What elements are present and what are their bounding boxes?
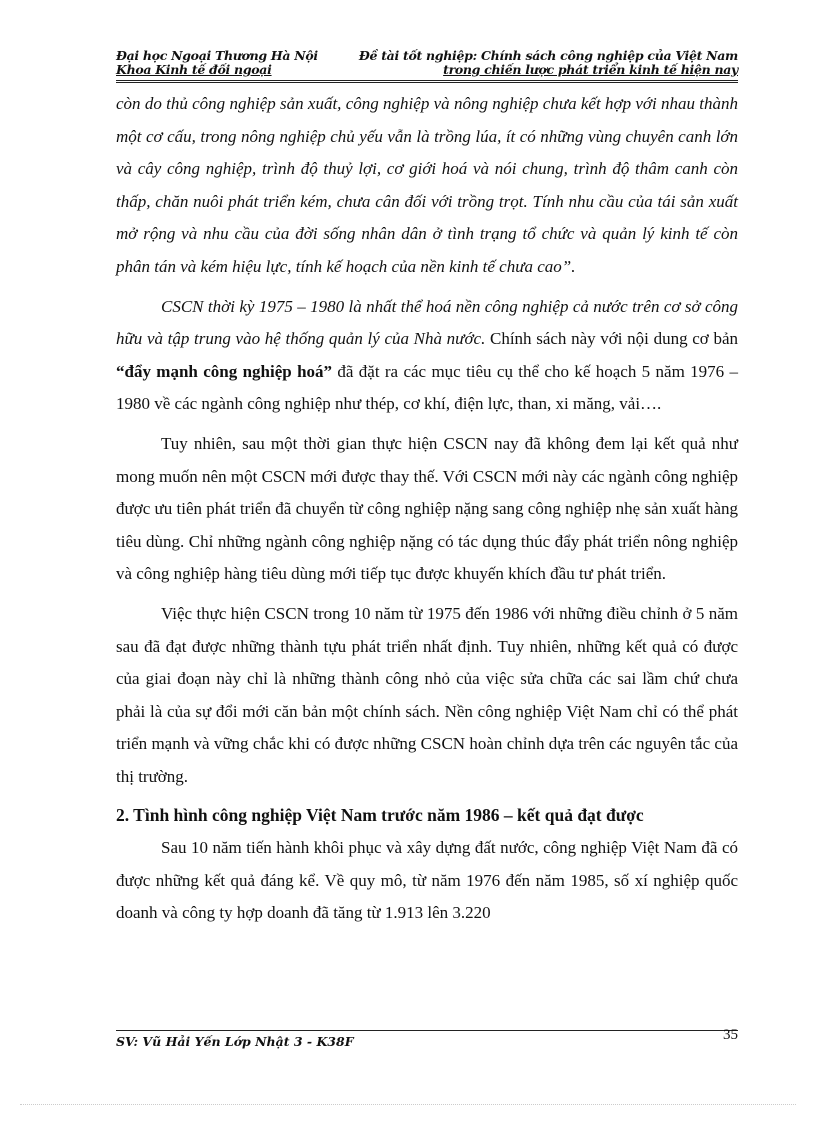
paragraph-cscn-1975 — [116, 291, 738, 421]
footer-rule — [116, 1030, 738, 1031]
section-heading: 2. Tình hình công nghiệp Việt Nam trước năm 1986 – kết quả đạt được — [116, 805, 644, 826]
cscn-text-a: Chính sách này với nội dung cơ bản — [485, 329, 738, 349]
cscn-italic-sentence: CSCN thời kỳ 1975 – 1980 là nhất thể hoá nền công nghiệp cả nước trên cơ sở công hữu và tập trung vào hệ thống quản lý của Nhà nước. — [116, 296, 738, 349]
header-rule — [116, 80, 738, 83]
faculty-name: Khoa Kinh tế đối ngoại — [116, 62, 272, 77]
page-bottom-dotted-line — [20, 1104, 796, 1105]
footer-author: SV: Vũ Hải Yến Lớp Nhật 3 - K38F — [116, 1034, 354, 1049]
thesis-title-line1: Đề tài tốt nghiệp: Chính sách công nghiệp của Việt Nam — [358, 48, 738, 63]
paragraph-implementation: Việc thực hiện CSCN trong 10 năm từ 1975 đến 1986 với những điều chỉnh ở 5 năm sau đã đạt được những thành tựu phát triển nhất định. Tuy nhiên, những kết quả có được của giai đoạn này chỉ là những thành công nhỏ của việc sửa chữa các sai lầm chứ chưa phải là của sự đổi mới căn bản một chính sách. Nền công nghiệp Việt Nam chỉ có thể phát triển mạnh và vững chắc khi có được những CSCN hoàn chỉnh dựa trên các nguyên tắc của thị trường. — [116, 603, 738, 786]
cscn-bold-phrase: “đẩy mạnh công nghiệp hoá” — [116, 361, 333, 381]
paragraph-new-cscn: Tuy nhiên, sau một thời gian thực hiện CSCN nay đã không đem lại kết quả như mong muốn nên một CSCN mới được thay thế. Với CSCN mới này các ngành công nghiệp được ưu tiên phát triển đã chuyển từ công nghiệp nặng sang công nghiệp nhẹ sản xuất hàng tiêu dùng. Chỉ những ngành công nghiệp nặng có tác dụng thúc đẩy phát triển nông nghiệp và công nghiệp hàng tiêu dùng mới tiếp tục được khuyến khích đầu tư phát triển. — [116, 433, 738, 584]
paragraph-results: Sau 10 năm tiến hành khôi phục và xây dựng đất nước, công nghiệp Việt Nam đã có được những kết quả đáng kể. Về quy mô, từ năm 1976 đến năm 1985, số xí nghiệp quốc doanh và công ty hợp doanh đã tăng từ 1.913 lên 3.220 — [116, 838, 738, 923]
page-header — [116, 49, 738, 83]
page-number: 35 — [723, 1027, 738, 1043]
page-body — [116, 88, 738, 930]
thesis-title-line2: trong chiến lược phát triển kinh tế hiện nay — [443, 62, 738, 77]
paragraph-quote-end: còn do thủ công nghiệp sản xuất, công nghiệp và nông nghiệp chưa kết hợp với nhau thành một cơ cấu, trong nông nghiệp chủ yếu vẫn là trồng lúa, ít có những vùng chuyên canh lớn và cây công nghiệp, trình độ thuỷ lợi, cơ giới hoá và nói chung, trình độ thâm canh còn thấp, chăn nuôi phát triển kém, chưa cân đối với trồng trọt. Tính nhu cầu của tái sản xuất mở rộng và nhu cầu của đời sống nhân dân ở tình trạng tổ chức và quản lý kinh tế còn phân tán và kém hiệu lực, tính kế hoạch của nền kinh tế chưa cao”. — [116, 94, 738, 276]
cscn-text-b: đã đặt ra các mục tiêu cụ thể cho kế hoạch 5 năm 1976 – 1980 về các ngành công nghiệp như thép, cơ khí, điện lực, than, xi măng, vải…. — [116, 361, 738, 414]
university-name: Đại học Ngoại Thương Hà Nội — [116, 48, 318, 63]
